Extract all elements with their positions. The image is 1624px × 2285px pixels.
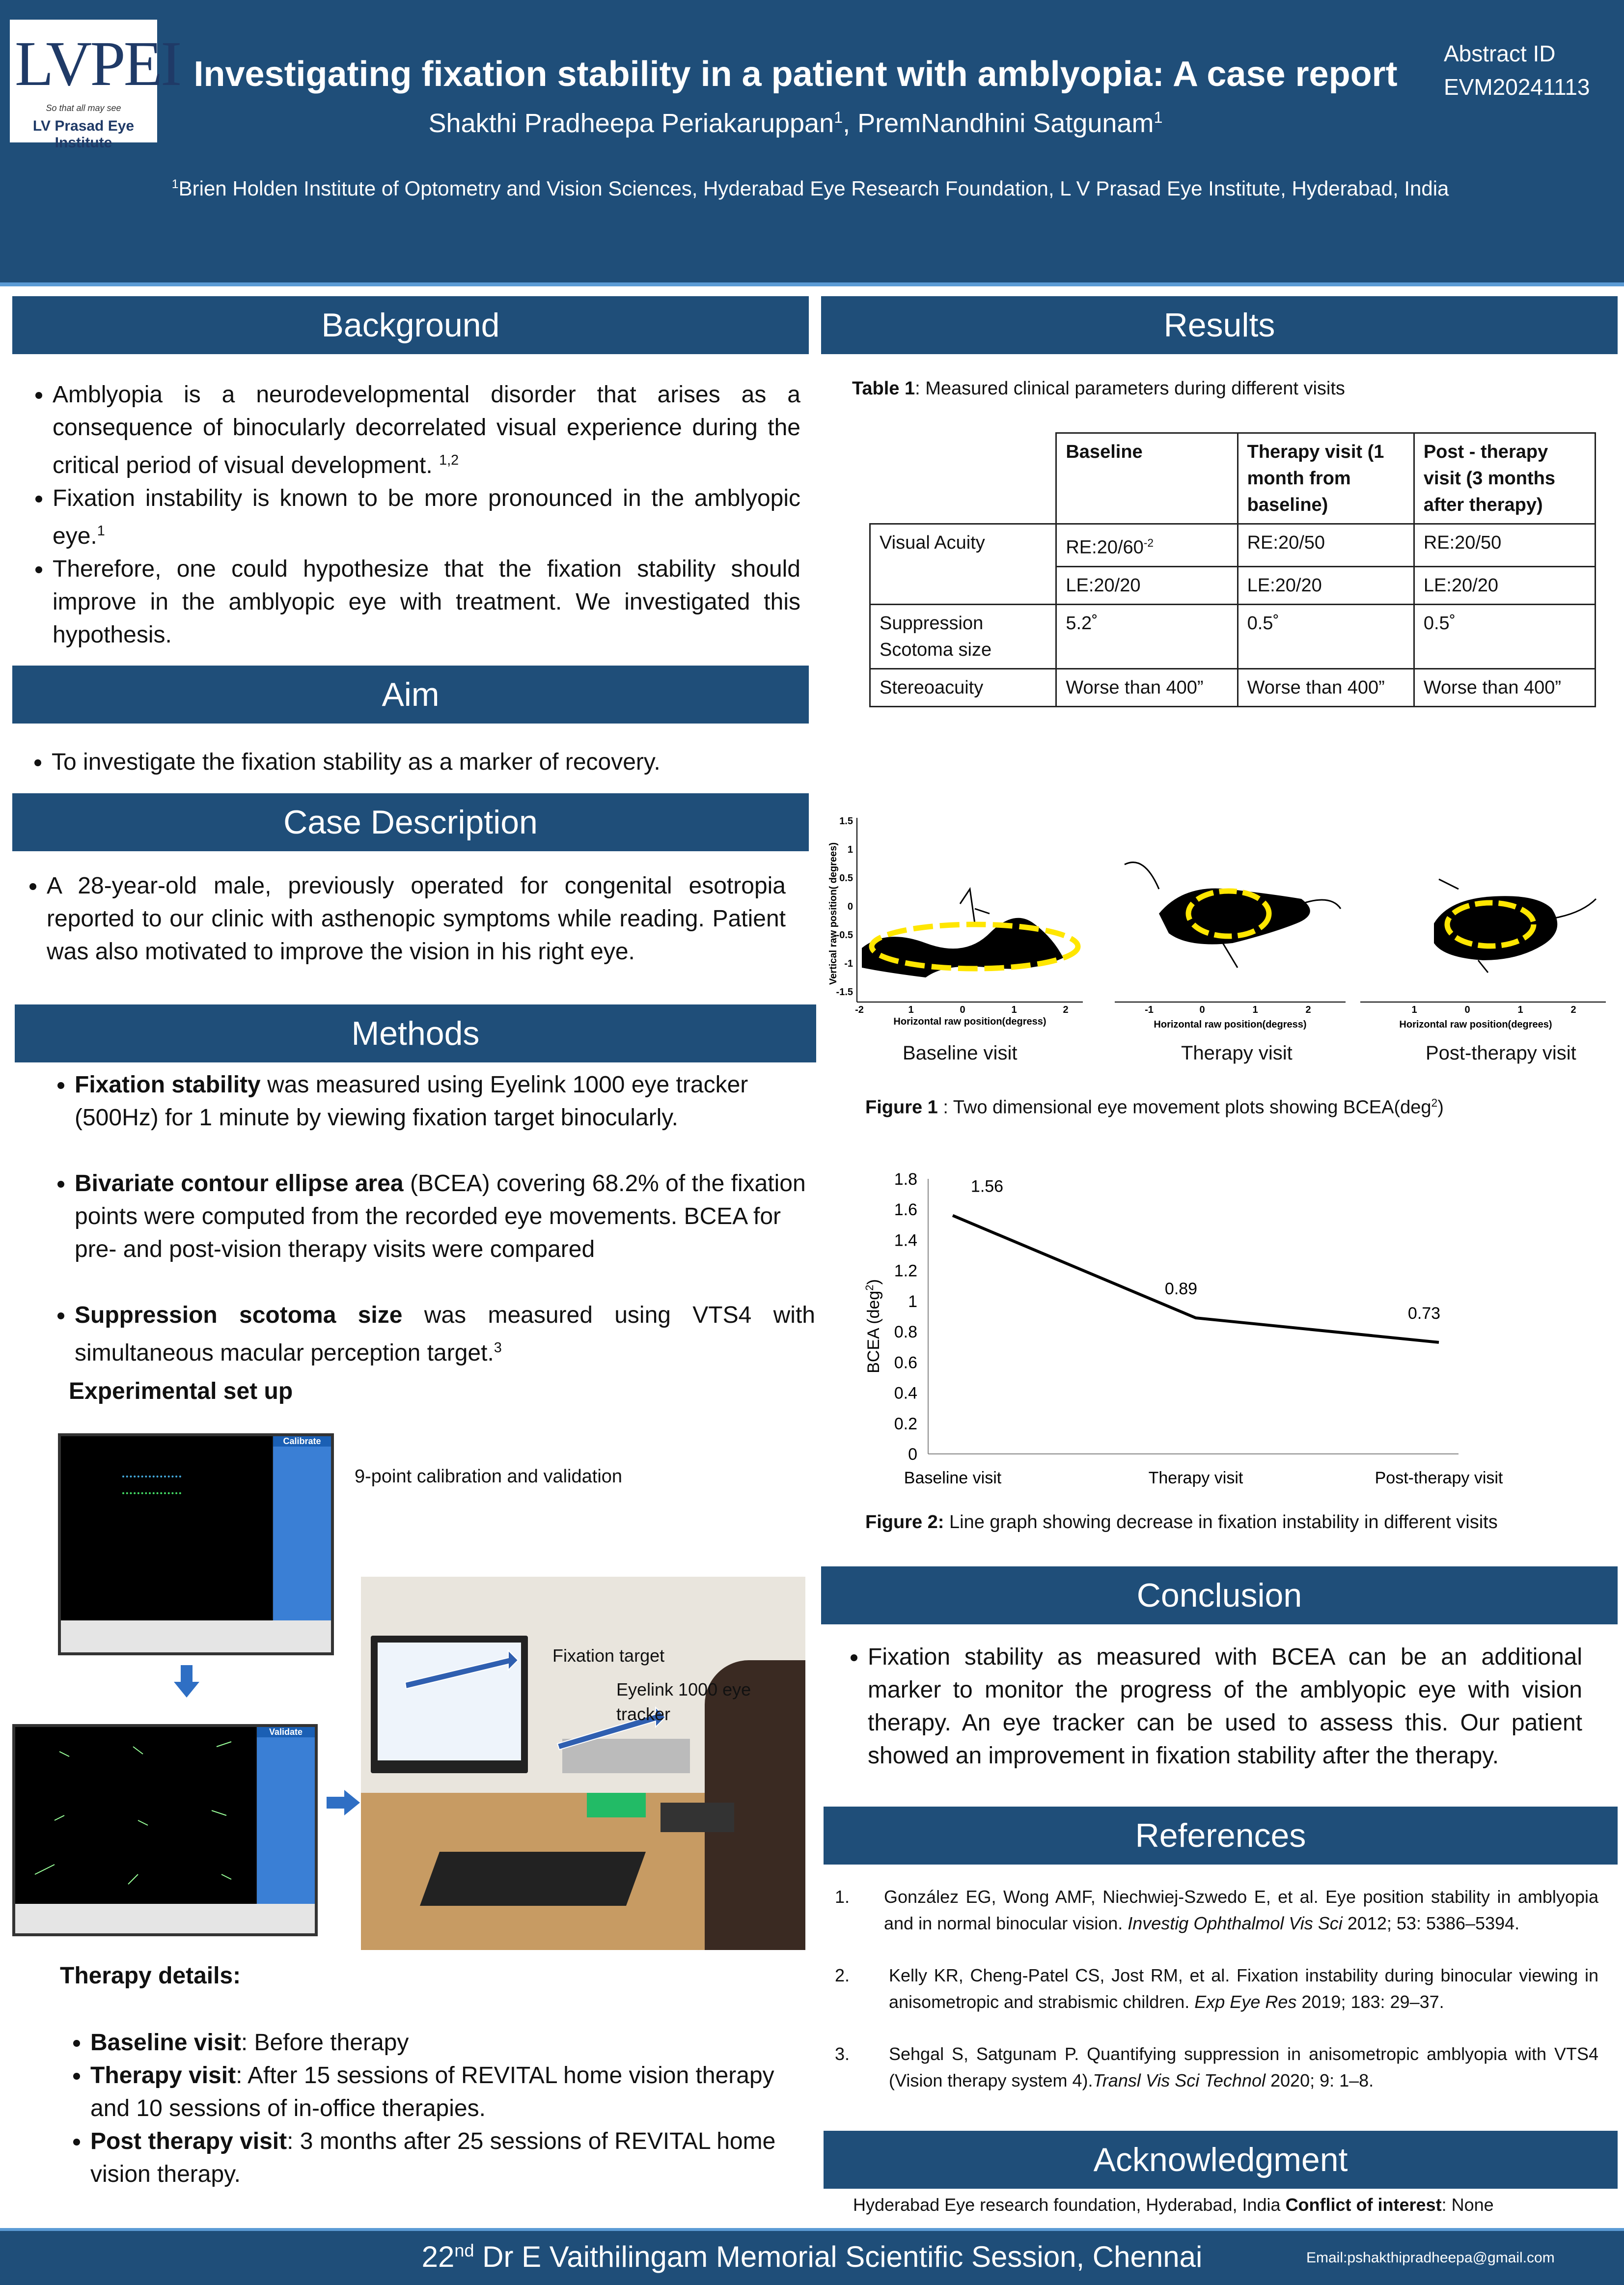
reference-item: 2. Kelly KR, Cheng-Patel CS, Jost RM, et al. Fixation instability during binocular viewing in anisometropic and strabismic children. Exp Eye Res 2019; 183: 29–37. bbox=[835, 1965, 1598, 2012]
acknowledgment-heading: Acknowledgment bbox=[824, 2131, 1618, 2189]
right-arrow-icon bbox=[327, 1788, 361, 1817]
chart-ytick-label: 0.4 bbox=[894, 1384, 917, 1403]
case-text: • A 28-year-old male, previously operated for congenital esotropia reported to our clinic with asthenopic symptoms while reading. Patient was also motivated to improve the vision in his right eye. bbox=[12, 869, 786, 968]
clinical-parameters-table: Baseline Therapy visit (1 month from baseline) Post - therapy visit (3 months after therapy) Visual Acuity $RE:20/60^{-2}$ RE:20/50 RE:20/50 LE:20/20 LE:20/20 LE:20/20 Suppression Scotoma size 5.2˚ 0.5˚ 0.5˚ Stereoacuity Worse than 400” Worse than 400” Worse than 400” bbox=[869, 432, 1596, 707]
fig1-xtick: -2 bbox=[855, 1004, 864, 1015]
background-bullet: • Therefore, one could hypothesize that the fixation stability should improve in the amblyopic eye with treatment. We investigated this hypothesis. bbox=[53, 553, 800, 651]
references-heading: References bbox=[824, 1807, 1618, 1865]
chart-xtick-label: Post-therapy visit bbox=[1375, 1469, 1503, 1487]
fig1-xlabel: Horizontal raw position(degress) bbox=[893, 1016, 1046, 1027]
post-therapy-eye-plot bbox=[1360, 845, 1606, 1031]
conference-name: 22nd Dr E Vaithilingam Memorial Scientific Session, Chennai bbox=[421, 2240, 1203, 2273]
calibration-label: 9-point calibration and validation bbox=[355, 1466, 623, 1487]
authors: Shakthi Pradheepa Periakaruppan$^1$, PremNandhini Satgunam$^1$ bbox=[428, 109, 1163, 138]
methods-text: • Fixation stability was measured using Eyelink 1000 eye tracker (500Hz) for 1 minute by viewing fixation target binocularly. • Bivariate contour ellipse area (BCEA) covering 68.2% of the fixation points were computed from the recorded eye movements. BCEA for pre- and post-vision therapy visits were compared • Suppression scotoma size was measured using VTS4 with simultaneous macular perception target.$^3$ bbox=[20, 1068, 815, 1369]
chart-ytick-label: 1.8 bbox=[894, 1170, 917, 1189]
logo-mark: LVPEI bbox=[15, 28, 180, 99]
fig1-xtick: 2 bbox=[1063, 1004, 1069, 1015]
fig1-xtick: 1 bbox=[1011, 1004, 1017, 1015]
therapy-heading: Therapy details: bbox=[60, 1963, 241, 1989]
chart-xtick-label: Therapy visit bbox=[1148, 1469, 1243, 1487]
affiliation: $^1$Brien Holden Institute of Optometry and Vision Sciences, Hyderabad Eye Research Foundation, L V Prasad Eye Institute, Hyderabad, India bbox=[171, 177, 1449, 200]
chart-ytick-label: 0.6 bbox=[894, 1353, 917, 1372]
bcea-line-chart bbox=[859, 1159, 1503, 1493]
chart-ytick-label: 1.2 bbox=[894, 1261, 917, 1281]
conclusion-text: • Fixation stability as measured with BCEA can be an additional marker to monitor the progress of the amblyopic eye with vision therapy. An eye tracker can be used to assess this. Our patient showed an improvement in fixation stability after the therapy. bbox=[821, 1641, 1582, 1772]
validation-screenshot bbox=[12, 1724, 318, 1936]
chart-data-label: 0.89 bbox=[1164, 1280, 1198, 1299]
poster-title: Investigating fixation stability in a patient with amblyopia: A case report bbox=[193, 55, 1398, 94]
post-therapy-visit-label: Post-therapy visit bbox=[1426, 1042, 1576, 1064]
baseline-eye-plot bbox=[827, 810, 1083, 1031]
background-heading: Background bbox=[12, 296, 809, 354]
chart-ytick-label: 1 bbox=[908, 1292, 917, 1311]
reference-item: 1. González EG, Wong AMF, Niechwiej-Szwedo E, et al. Eye position stability in amblyopia and in normal binocular vision. Investig Ophthalmol Vis Sci 2012; 53: 5386–5394. bbox=[835, 1887, 1598, 1933]
chart-ytick-label: 0 bbox=[908, 1445, 917, 1464]
fig1-xlabel-2: Horizontal raw position(degress) bbox=[1154, 1019, 1307, 1030]
chart-data-label: 0.73 bbox=[1407, 1304, 1441, 1323]
fig1-ytick: -1.5 bbox=[836, 987, 853, 998]
case-heading: Case Description bbox=[12, 793, 809, 851]
chart-xtick-label: Baseline visit bbox=[904, 1469, 1002, 1487]
results-heading: Results bbox=[821, 296, 1618, 354]
calibrate-panel-title: Calibrate bbox=[273, 1436, 331, 1447]
fig1-xtick: 2 bbox=[1570, 1004, 1576, 1015]
fig1-ytick: 0 bbox=[847, 901, 853, 912]
chart-ytick-label: 1.4 bbox=[894, 1231, 917, 1250]
fig1-xtick: 0 bbox=[1464, 1004, 1470, 1015]
figure2-caption: Figure 2: Line graph showing decrease in fixation instability in different visits bbox=[865, 1512, 1498, 1533]
contact-email: Email:pshakthipradheepa@gmail.com bbox=[1306, 2250, 1555, 2266]
fig1-xtick: 2 bbox=[1305, 1004, 1311, 1015]
fig1-xtick: -1 bbox=[1145, 1004, 1154, 1015]
baseline-visit-label: Baseline visit bbox=[903, 1042, 1018, 1064]
references-list bbox=[835, 1884, 1598, 2094]
fig1-xtick: 1 bbox=[1252, 1004, 1258, 1015]
fig1-xtick: 0 bbox=[1199, 1004, 1205, 1015]
background-bullet: • Amblyopia is a neurodevelopmental disorder that arises as a consequence of binocularly decorrelated visual experience during the critical period of visual development. $^{1,2}$ bbox=[53, 378, 800, 482]
fig1-xlabel-3: Horizontal raw position(degrees) bbox=[1399, 1019, 1552, 1030]
eyelink-label: Eyelink 1000 eye tracker bbox=[616, 1679, 751, 1724]
fig1-xtick: 1 bbox=[908, 1004, 914, 1015]
table1-caption: Table 1: Measured clinical parameters during different visits bbox=[852, 378, 1345, 399]
fig1-ytick: 1.5 bbox=[839, 816, 853, 827]
fig1-ytick: 0.5 bbox=[839, 873, 853, 884]
aim-text: • To investigate the fixation stability as a marker of recovery. bbox=[12, 746, 800, 779]
aim-heading: Aim bbox=[12, 666, 809, 724]
down-arrow-icon bbox=[172, 1665, 201, 1700]
methods-heading: Methods bbox=[15, 1004, 816, 1062]
logo-tagline: So that all may see bbox=[46, 103, 121, 113]
calibration-screenshot bbox=[58, 1433, 334, 1655]
fixation-target-label: Fixation target bbox=[552, 1645, 665, 1666]
conclusion-heading: Conclusion bbox=[821, 1566, 1618, 1624]
fig1-xtick: 1 bbox=[1517, 1004, 1523, 1015]
fig1-ytick: -1 bbox=[844, 958, 853, 969]
chart-ytick-label: 0.2 bbox=[894, 1414, 917, 1433]
chart-ylabel: BCEA (deg$^2$) bbox=[863, 1279, 883, 1373]
chart-ytick-label: 1.6 bbox=[894, 1200, 917, 1220]
background-bullet: • Fixation instability is known to be more pronounced in the amblyopic eye.$^1$ bbox=[53, 482, 800, 553]
lvpei-logo bbox=[10, 20, 180, 151]
logo-institute: LV Prasad Eye Institute bbox=[32, 118, 135, 151]
poster-header bbox=[0, 0, 1624, 286]
bcea-series-line bbox=[953, 1216, 1439, 1342]
acknowledgment-text: Hyderabad Eye research foundation, Hyderabad, India Conflict of interest: None bbox=[853, 2195, 1494, 2215]
therapy-visit-label: Therapy visit bbox=[1181, 1042, 1293, 1064]
fig1-ytick: 1 bbox=[847, 844, 853, 855]
chart-data-label: 1.56 bbox=[970, 1177, 1004, 1196]
experimental-setup-photo bbox=[361, 1577, 805, 1950]
abstract-id: Abstract ID EVM20241113 bbox=[1444, 41, 1590, 100]
fig1-xtick: 1 bbox=[1411, 1004, 1417, 1015]
setup-heading: Experimental set up bbox=[69, 1378, 293, 1404]
fig1-xtick: 0 bbox=[960, 1004, 965, 1015]
figure1-caption: Figure 1 : Two dimensional eye movement plots showing BCEA(deg$^2$) bbox=[865, 1096, 1444, 1118]
therapy-eye-plot bbox=[1115, 845, 1346, 1031]
chart-ytick-label: 0.8 bbox=[894, 1323, 917, 1342]
fig1-ytick: -0.5 bbox=[836, 930, 853, 941]
background-text bbox=[12, 378, 800, 651]
reference-item: 3. Sehgal S, Satgunam P. Quantifying suppression in anisometropic amblyopia with VTS4 (Vision therapy system 4).Transl Vis Sci Technol 2020; 9: 1–8. bbox=[835, 2044, 1598, 2090]
validate-panel-title: Validate bbox=[257, 1727, 315, 1737]
therapy-details: • Baseline visit: Before therapy • Therapy visit: After 15 sessions of REVITAL home vision therapy and 10 sessions of in-office therapies. • Post therapy visit: 3 months after 25 sessions of REVITAL home vision therapy. bbox=[60, 2026, 806, 2191]
fig1-ylabel: Vertical raw position( degrees) bbox=[828, 842, 839, 985]
